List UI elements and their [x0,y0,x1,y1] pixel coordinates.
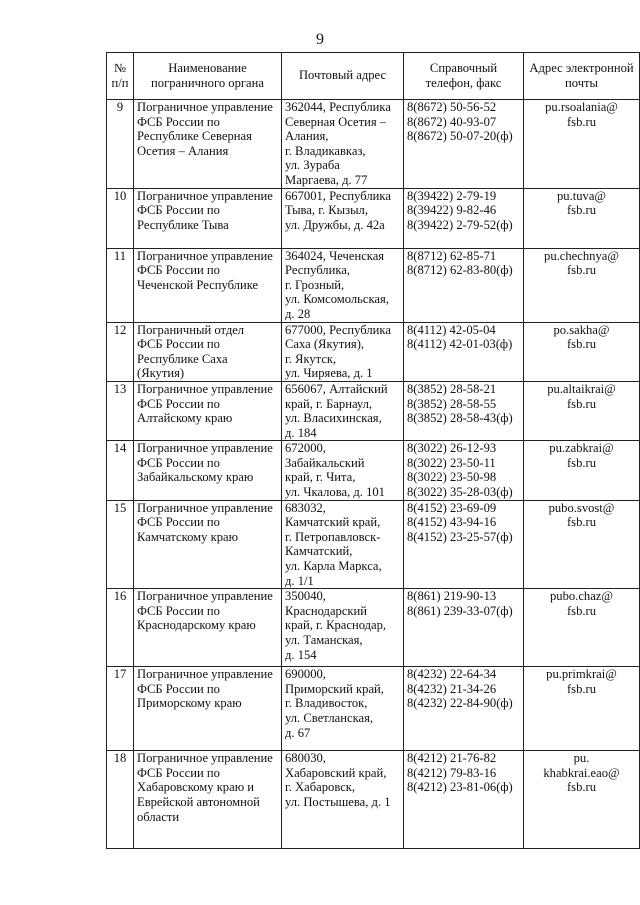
postal-address-cell [282,500,404,589]
table-row [107,381,640,440]
agency-name-line: Пограничное управление [137,188,273,203]
postal-address-cell [282,322,404,381]
postal-address-line: д. 1/1 [285,573,314,588]
table-row [107,248,640,322]
phone-fax-cell [404,667,524,751]
postal-address-line: ул. Дружбы, д. 42а [285,217,385,232]
phone-fax-line: 8(3852) 28-58-21 [407,381,497,396]
table-row [107,589,640,667]
agency-name-line: Камчатскому краю [137,529,239,544]
row-number-cell: 13 [107,381,134,440]
agency-name-line: Республике Саха [137,351,228,366]
agency-name-line: Пограничное управление [137,381,273,396]
email-line: fsb.ru [566,681,597,696]
row-number-cell: 17 [107,667,134,751]
row-number-cell: 18 [107,751,134,849]
agency-name-line: Алтайскому краю [137,411,233,426]
table-row [107,100,640,189]
postal-address-cell [282,381,404,440]
phone-fax-line: 8(3022) 23-50-11 [407,455,496,470]
table-body [107,100,640,849]
agency-name-line: ФСБ России по [137,603,220,618]
postal-address-cell [282,589,404,667]
agency-name-line: Пограничное управление [137,100,273,114]
page-number: 9 [316,31,324,48]
postal-address-line: ул. Светланская, [285,711,374,725]
agency-name-line: ФСБ России по [137,455,220,470]
email-cell [524,188,640,248]
postal-address-line: край, г. Чита, [285,470,356,485]
agency-name-line: Пограничное управление [137,589,273,604]
postal-address-line: ул. Таманская, [285,633,363,647]
postal-address-line: 680030, [285,751,326,766]
email-cell [524,322,640,381]
postal-address-line: ул. Карла Маркса, [285,559,382,574]
row-number-cell: 14 [107,441,134,500]
email-cell [524,381,640,440]
table-row [107,441,640,500]
email-line: pu.rsoalania@ [545,100,618,114]
email-cell [524,248,640,322]
phone-fax-cell [404,248,524,322]
postal-address-line: г. Владикавказ, [285,143,366,158]
table-header-row [107,53,640,100]
email-line: pu.tuva@ [556,188,607,203]
email-cell [524,500,640,589]
postal-address-cell [282,751,404,849]
phone-fax-line: 8(3022) 26-12-93 [407,441,497,456]
agency-name-line: Пограничное управление [137,667,273,682]
postal-address-line: ул. Чкалова, д. 101 [285,485,385,500]
agency-name-cell [134,100,282,189]
postal-address-cell [282,188,404,248]
phone-fax-line: 8(4212) 21-76-82 [407,751,497,766]
postal-address-line: 362044, Республика [285,100,391,114]
phone-fax-line: 8(4212) 23-81-06(ф) [407,780,513,795]
agency-name-cell [134,381,282,440]
phone-fax-line: 8(4152) 23-69-09 [407,500,497,515]
phone-fax-line: 8(3022) 35-28-03(ф) [407,485,513,500]
phone-fax-line: 8(4232) 22-84-90(ф) [407,696,513,711]
phone-fax-line: 8(4232) 22-64-34 [407,667,497,682]
email-line: fsb.ru [566,114,597,129]
agency-name-line: ФСБ России по [137,515,220,530]
phone-fax-line: 8(4112) 42-05-04 [407,322,496,337]
postal-address-line: д. 154 [285,647,317,662]
phone-fax-cell [404,589,524,667]
phone-fax-cell [404,100,524,189]
postal-address-line: ул. Комсомольская, [285,292,389,307]
postal-address-line: 656067, Алтайский [285,381,388,396]
table-row [107,667,640,751]
agency-name-line: ФСБ России по [137,765,220,780]
row-number-cell: 16 [107,589,134,667]
email-cell [524,441,640,500]
email-line: pu.primkrai@ [546,667,617,682]
phone-fax-line: 8(4112) 42-01-03(ф) [407,337,513,352]
email-line: pubo.svost@ [548,500,615,515]
agency-name-cell [134,589,282,667]
postal-address-line: Камчатский край, [285,515,381,530]
table-row [107,322,640,381]
email-line: fsb.ru [566,455,597,470]
phone-fax-cell [404,441,524,500]
postal-address-line: г. Якутск, [285,351,337,366]
phone-fax-line: 8(3022) 23-50-98 [407,470,497,485]
email-line: pu.chechnya@ [544,248,619,263]
postal-address-line: край, г. Краснодар, [285,618,387,633]
postal-address-line: 677000, Республика [285,322,391,337]
header-name: Наименование пограничного органа [134,53,282,100]
postal-address-line: д. 67 [285,725,311,740]
postal-address-line: Забайкальский [285,455,365,470]
email-line: pu. [573,751,590,766]
email-line: fsb.ru [566,780,597,795]
postal-address-line: Краснодарский [285,603,368,618]
email-line: pubo.chaz@ [550,589,613,604]
phone-fax-line: 8(4152) 43-94-16 [407,515,497,530]
agency-name-cell [134,500,282,589]
email-line: fsb.ru [566,263,597,278]
phone-fax-line: 8(8672) 50-07-20(ф) [407,129,513,144]
agency-name-line: ФСБ России по [137,681,220,696]
agency-name-cell [134,322,282,381]
agency-name-line: Пограничный отдел [137,322,245,337]
postal-address-cell [282,100,404,189]
phone-fax-cell [404,381,524,440]
email-line: khabkrai.eao@ [543,765,620,780]
phone-fax-cell [404,322,524,381]
agency-name-cell [134,667,282,751]
postal-address-line: Камчатский, [285,544,353,559]
email-line: fsb.ru [566,337,597,352]
email-line: pu.altaikrai@ [547,381,616,396]
email-line: fsb.ru [566,515,597,530]
agency-name-line: ФСБ России по [137,337,220,352]
agency-name-cell [134,188,282,248]
row-number-cell: 12 [107,322,134,381]
phone-fax-line: 8(861) 239-33-07(ф) [407,603,513,618]
postal-address-cell [282,667,404,751]
row-number-cell: 9 [107,100,134,189]
border-agencies-table [106,52,640,849]
email-line: fsb.ru [566,603,597,618]
postal-address-cell [282,248,404,322]
postal-address-line: д. 184 [285,425,317,440]
header-email: Адрес электронной почты [524,53,640,100]
postal-address-line: 672000, [285,441,326,456]
postal-address-line: край, г. Барнаул, [285,396,373,411]
header-num: № п/п [107,53,134,100]
phone-fax-line: 8(8712) 62-85-71 [407,248,497,263]
agency-name-cell [134,751,282,849]
email-line: fsb.ru [566,203,597,218]
agency-name-line: (Якутия) [137,366,185,381]
phone-fax-line: 8(8672) 50-56-52 [407,100,497,114]
postal-address-line: Тыва, г. Кызыл, [285,203,368,218]
email-line: pu.zabkrai@ [549,441,614,456]
email-cell [524,751,640,849]
agency-name-line: Республике Северная [137,129,252,144]
postal-address-line: Маргаева, д. 77 [285,172,368,187]
postal-address-line: ул. Постышева, д. 1 [285,795,391,809]
phone-fax-line: 8(8672) 40-93-07 [407,114,497,129]
agency-name-line: Республике Тыва [137,217,229,232]
postal-address-line: д. 28 [285,306,311,321]
postal-address-line: ул. Зураба [285,158,340,173]
phone-fax-line: 8(4152) 23-25-57(ф) [407,529,513,544]
agency-name-line: Пограничное управление [137,500,273,515]
agency-name-line: Хабаровскому краю и [137,780,254,795]
agency-name-line: ФСБ России по [137,114,220,129]
table-row [107,751,640,849]
postal-address-line: 667001, Республика [285,188,391,203]
agency-name-line: ФСБ России по [137,263,220,278]
email-cell [524,100,640,189]
email-line: fsb.ru [566,396,597,411]
agency-name-cell [134,441,282,500]
postal-address-line: Саха (Якутия), [285,337,365,352]
agency-name-line: Забайкальскому краю [137,470,254,485]
phone-fax-line: 8(39422) 2-79-19 [407,188,497,203]
agency-name-line: области [137,809,180,824]
agency-name-line: ФСБ России по [137,203,220,218]
postal-address-line: Алания, [285,129,329,144]
agency-name-line: Приморскому краю [137,696,242,711]
phone-fax-cell [404,751,524,849]
postal-address-line: Приморский край, [285,681,384,696]
postal-address-line: ул. Власихинская, [285,411,382,426]
phone-fax-cell [404,188,524,248]
phone-fax-line: 8(8712) 62-83-80(ф) [407,263,513,278]
phone-fax-line: 8(3852) 28-58-43(ф) [407,411,513,426]
postal-address-line: 364024, Чеченская [285,248,385,263]
phone-fax-cell [404,500,524,589]
phone-fax-line: 8(4232) 21-34-26 [407,681,497,696]
table-row [107,188,640,248]
row-number-cell: 15 [107,500,134,589]
postal-address-line: г. Петропавловск- [285,529,381,544]
postal-address-line: Северная Осетия – [285,114,387,129]
postal-address-cell [282,441,404,500]
agency-name-line: Осетия – Алания [137,143,229,158]
phone-fax-line: 8(4212) 79-83-16 [407,765,497,780]
postal-address-line: Республика, [285,263,350,278]
postal-address-line: г. Владивосток, [285,696,368,711]
phone-fax-line: 8(39422) 2-79-52(ф) [407,217,513,232]
agency-name-line: Краснодарскому краю [137,618,256,633]
agency-name-line: Пограничное управление [137,248,273,263]
header-address: Почтовый адрес [282,53,404,100]
header-phone: Справочный телефон, факс [404,53,524,100]
agency-name-line: Пограничное управление [137,751,273,766]
email-line: po.sakha@ [553,322,610,337]
postal-address-line: ул. Чиряева, д. 1 [285,366,373,381]
postal-address-line: 690000, [285,667,326,682]
email-cell [524,589,640,667]
phone-fax-line: 8(39422) 9-82-46 [407,203,497,218]
postal-address-line: 683032, [285,500,326,515]
agency-name-cell [134,248,282,322]
phone-fax-line: 8(3852) 28-58-55 [407,396,497,411]
email-cell [524,667,640,751]
postal-address-line: г. Хабаровск, [285,780,356,795]
agency-name-line: Еврейской автономной [137,795,260,809]
postal-address-line: г. Грозный, [285,277,345,292]
row-number-cell: 11 [107,248,134,322]
agency-name-line: ФСБ России по [137,396,220,411]
postal-address-line: 350040, [285,589,326,604]
row-number-cell: 10 [107,188,134,248]
table-row [107,500,640,589]
agency-name-line: Чеченской Республике [137,277,259,292]
phone-fax-line: 8(861) 219-90-13 [407,589,497,604]
agency-name-line: Пограничное управление [137,441,273,456]
postal-address-line: Хабаровский край, [285,765,387,780]
